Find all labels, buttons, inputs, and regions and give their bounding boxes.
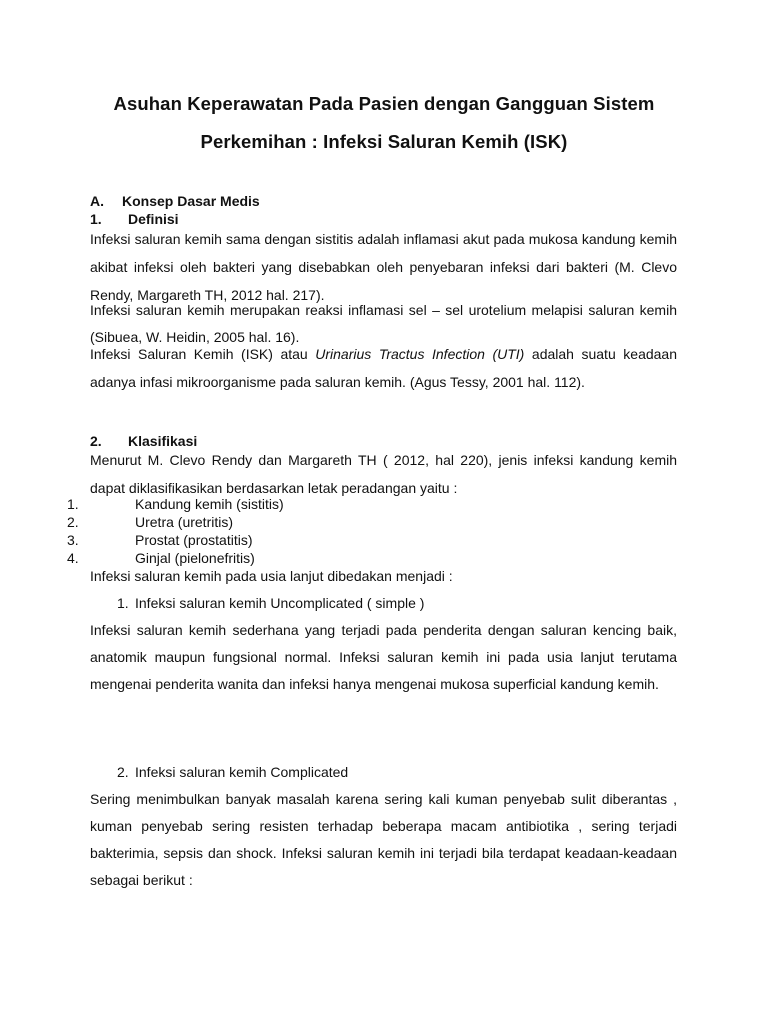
list-item <box>0 514 768 532</box>
definisi-p3-italic: Urinarius Tractus Infection (UTI) <box>315 346 525 362</box>
list-item-text: Uretra (uretritis) <box>135 514 234 530</box>
section-a-title: Konsep Dasar Medis <box>122 193 260 209</box>
definisi-number: 1. <box>90 211 102 227</box>
section-a-letter: A. <box>90 193 104 209</box>
list-item-text: Kandung kemih (sistitis) <box>135 496 284 512</box>
list-item-number: 2. <box>67 514 79 530</box>
klasifikasi-number: 2. <box>90 433 102 449</box>
list-item-number: 4. <box>67 550 79 566</box>
section-a-heading <box>90 193 260 209</box>
list-item <box>0 532 768 550</box>
subtype-1-description: Infeksi saluran kemih sederhana yang terjadi pada penderita dengan saluran kencing baik, anatomik maupun fungsional normal. Infeksi saluran kemih ini pada usia lanjut terutama mengenai penderita wanita dan infeksi hanya mengenai mukosa superficial kandung kemih. <box>90 622 677 692</box>
klasifikasi-intro: Menurut M. Clevo Rendy dan Margareth TH ( 2012, hal 220), jenis infeksi kandung kemih dapat diklasifikasikan berdasarkan letak peradangan yaitu : <box>90 452 677 496</box>
definisi-p3-text-a: Infeksi Saluran Kemih (ISK) atau <box>90 346 316 362</box>
subtype-2-description: Sering menimbulkan banyak masalah karena sering kali kuman penyebab sulit diberantas , kuman penyebab sering resisten terhadap beberapa macam antibiotika , sering terjadi bakterimia, sepsis dan shock. Infeksi saluran kemih ini terjadi bila terdapat keadaan-keadaan sebagai berikut : <box>90 791 677 888</box>
list-item-number: 3. <box>67 532 79 548</box>
definisi-title: Definisi <box>128 211 179 227</box>
document-title-line-1: Asuhan Keperawatan Pada Pasien dengan Gangguan Sistem <box>113 93 655 114</box>
subtype-2-label: Infeksi saluran kemih Complicated <box>135 764 349 780</box>
list-item <box>0 550 768 568</box>
subtype-1-number: 1. <box>117 595 129 611</box>
subtype-1-heading <box>117 595 424 611</box>
subtype-1-label: Infeksi saluran kemih Uncomplicated ( simple ) <box>135 595 425 611</box>
klasifikasi-title: Klasifikasi <box>128 433 198 449</box>
subtype-2-heading <box>117 764 348 780</box>
list-item-text: Ginjal (pielonefritis) <box>135 550 255 566</box>
document-title-line-2: Perkemihan : Infeksi Saluran Kemih (ISK) <box>200 131 568 152</box>
list-item-text: Prostat (prostatitis) <box>135 532 253 548</box>
usia-lanjut-intro: Infeksi saluran kemih pada usia lanjut dibedakan menjadi : <box>90 568 453 584</box>
list-item-number: 1. <box>67 496 79 512</box>
list-item <box>0 496 768 514</box>
definisi-paragraph-1: Infeksi saluran kemih sama dengan sistitis adalah inflamasi akut pada mukosa kandung kemih akibat infeksi oleh bakteri yang disebabkan oleh penyebaran infeksi dari bakteri (M. Clevo Rendy, Margareth TH, 2012 hal. 217). <box>90 231 677 303</box>
definisi-paragraph-2: Infeksi saluran kemih merupakan reaksi inflamasi sel – sel urotelium melapisi saluran kemih (Sibuea, W. Heidin, 2005 hal. 16). <box>90 302 677 345</box>
subtype-2-number: 2. <box>117 764 129 780</box>
definisi-p3-text-b: adalah suatu keadaan adanya infasi mikroorganisme pada saluran kemih. (Agus Tessy, 2001 hal. 112). <box>90 346 677 390</box>
definisi-paragraph-3 <box>90 340 677 396</box>
